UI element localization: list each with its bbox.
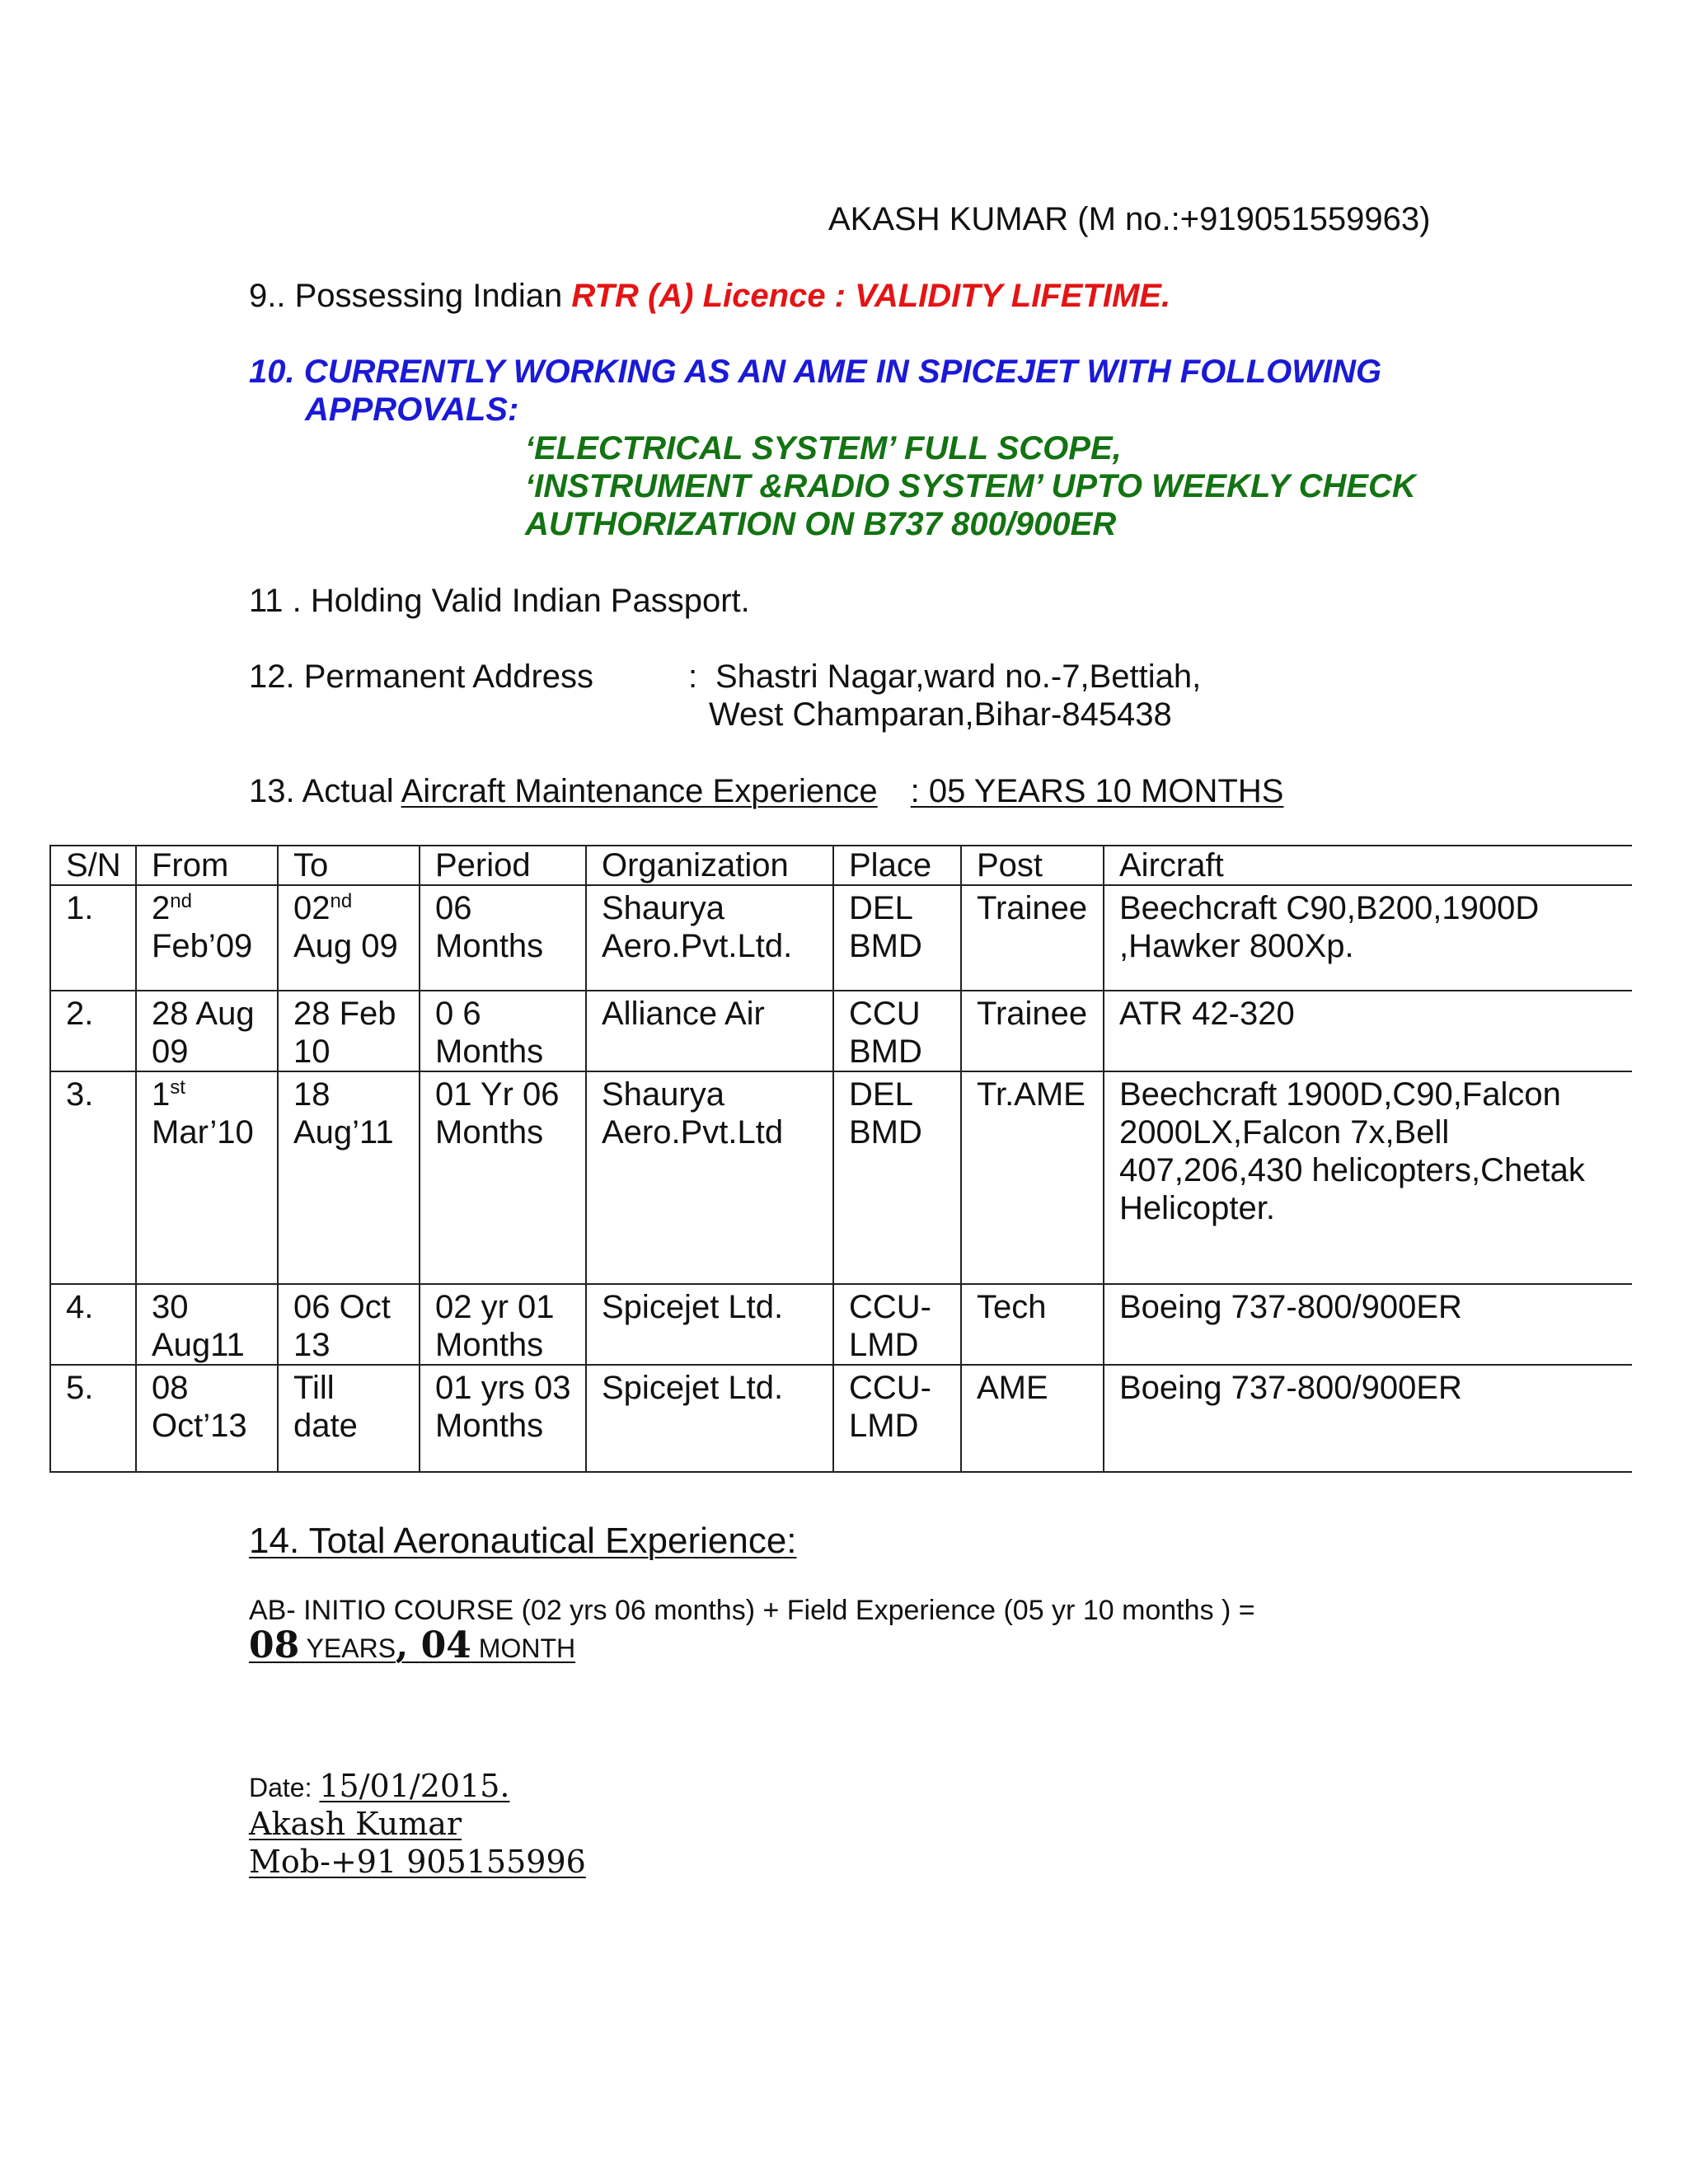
cell-sn-sn: 4.: [66, 1289, 94, 1325]
licence-highlight: RTR (A) Licence : VALIDITY LIFETIME.: [571, 278, 1171, 314]
col-header-sn: S/N: [50, 846, 136, 885]
date-label: Date:: [249, 1773, 320, 1802]
current-work-line2: APPROVALS:: [305, 391, 519, 428]
maintenance-experience-line: [249, 772, 1283, 810]
licence-prefix: 9.. Possessing Indian: [249, 278, 572, 314]
cell-sn: [50, 1071, 136, 1284]
cell-aircraft: [1104, 885, 1632, 991]
cell-to-to-a: 18: [293, 1076, 331, 1113]
cell-post-post: AME: [977, 1370, 1048, 1406]
cell-post: [961, 1284, 1104, 1365]
experience-table: [49, 845, 1632, 1473]
col-header-post: Post: [961, 846, 1104, 885]
cell-from-from-b: Oct’13: [152, 1408, 247, 1444]
col-header-to: To: [278, 846, 420, 885]
cell-post-post: Tr.AME: [977, 1076, 1085, 1113]
cell-organization-org-a: Spicejet Ltd.: [602, 1289, 784, 1325]
cell-to: [278, 1365, 420, 1472]
table-row: [50, 991, 1632, 1071]
cell-period-period-a: 02 yr 01: [435, 1289, 555, 1325]
cell-to: [278, 1284, 420, 1365]
cell-from: [136, 1071, 278, 1284]
cell-place: [833, 991, 961, 1071]
cell-organization-org-a: Shaurya: [602, 1076, 724, 1113]
total-experience-formula: AB- INITIO COURSE (02 yrs 06 months) + Field Experience (05 yr 10 months ) =: [249, 1595, 1255, 1626]
cell-to-to-b: 13: [293, 1327, 331, 1363]
cell-place-place-a: DEL: [849, 1076, 913, 1113]
cell-from-from-b: Aug11: [152, 1327, 245, 1363]
cell-aircraft-aircraft: Beechcraft 1900D,C90,Falcon 2000LX,Falcon 7x,Bell 407,206,430 helicopters,Chetak Helicopter.: [1119, 1076, 1585, 1226]
cell-to-to-b: 10: [293, 1033, 331, 1070]
cell-to-to-b: Aug’11: [293, 1114, 394, 1151]
total-years-word: YEARS: [299, 1633, 396, 1663]
cell-place: [833, 1284, 961, 1365]
cell-post: [961, 1071, 1104, 1284]
cell-place-place-b: LMD: [849, 1327, 919, 1363]
cell-period-period-b: Months: [435, 1114, 544, 1151]
cell-sn: [50, 991, 136, 1071]
date-value: 15/01/2015.: [319, 1768, 510, 1804]
cell-place-place-b: BMD: [849, 1033, 922, 1070]
maintenance-label: Aircraft Maintenance Experience: [401, 773, 878, 809]
cell-from: [136, 885, 278, 991]
total-comma: ,: [396, 1624, 421, 1666]
cell-from-from-a: 30: [152, 1289, 189, 1325]
table-row: [50, 1071, 1632, 1284]
signature-mobile: Mob-+91 905155996: [249, 1844, 586, 1880]
cell-period-period-a: 01 yrs 03: [435, 1370, 571, 1406]
address-line2: West Champaran,Bihar-845438: [709, 696, 1172, 733]
cell-period: [420, 1071, 586, 1284]
cell-from-from-a: 28 Aug: [152, 996, 255, 1032]
cell-from-from-sup: st: [170, 1076, 185, 1099]
cell-aircraft-aircraft: Beechcraft C90,B200,1900D ,Hawker 800Xp.: [1119, 890, 1540, 964]
cell-sn-sn: 1.: [66, 890, 94, 926]
cell-from: [136, 991, 278, 1071]
address-label: 12. Permanent Address: [249, 658, 594, 695]
col-header-organization: Organization: [586, 846, 833, 885]
cell-post: [961, 1365, 1104, 1472]
cell-period-period-b: Months: [435, 1033, 544, 1070]
cell-from-from-b: Feb’09: [152, 928, 253, 964]
total-years-number: 08: [249, 1624, 300, 1666]
cell-to: [278, 1071, 420, 1284]
signature-name: Akash Kumar: [249, 1806, 462, 1842]
maintenance-prefix: 13. Actual: [249, 773, 401, 809]
cell-from-from-a: 1: [152, 1076, 171, 1113]
cell-place: [833, 885, 961, 991]
cell-period-period-b: Months: [435, 928, 544, 964]
cell-period: [420, 991, 586, 1071]
cell-period: [420, 1365, 586, 1472]
table-row: [50, 1365, 1632, 1472]
cell-sn-sn: 3.: [66, 1076, 94, 1113]
cell-from-from-a: 08: [152, 1370, 189, 1406]
maintenance-value: : 05 YEARS 10 MONTHS: [910, 773, 1284, 809]
cell-place-place-a: CCU: [849, 996, 921, 1032]
cell-organization: [586, 991, 833, 1071]
approval-instrument: ‘INSTRUMENT &RADIO SYSTEM’ UPTO WEEKLY CHECK: [525, 468, 1416, 504]
cell-from-from-sup: nd: [170, 890, 192, 912]
col-header-period: Period: [420, 846, 586, 885]
total-months-number: 04: [420, 1624, 471, 1666]
cell-place-place-a: CCU-: [849, 1289, 931, 1325]
col-header-place: Place: [833, 846, 961, 885]
approval-electrical: ‘ELECTRICAL SYSTEM’ FULL SCOPE,: [525, 430, 1122, 466]
cell-from: [136, 1284, 278, 1365]
cell-aircraft-aircraft: Boeing 737-800/900ER: [1119, 1289, 1462, 1325]
cell-sn: [50, 1365, 136, 1472]
cell-to-to-b: date: [293, 1408, 358, 1444]
cell-period-period-b: Months: [435, 1327, 544, 1363]
cell-post-post: Trainee: [977, 996, 1088, 1032]
cell-place-place-b: LMD: [849, 1408, 919, 1444]
cell-organization-org-b: Aero.Pvt.Ltd.: [602, 928, 793, 964]
cell-place-place-a: CCU-: [849, 1370, 931, 1406]
total-experience-result: [249, 1625, 575, 1675]
cell-organization-org-a: Alliance Air: [602, 996, 765, 1032]
cell-period: [420, 1284, 586, 1365]
cell-sn: [50, 1284, 136, 1365]
current-work-line1: 10. CURRENTLY WORKING AS AN AME IN SPICEJET WITH FOLLOWING: [249, 354, 1382, 390]
cell-from-from-b: Mar’10: [152, 1114, 254, 1151]
cell-organization-org-a: Shaurya: [602, 890, 724, 926]
cell-post: [961, 885, 1104, 991]
cell-place: [833, 1365, 961, 1472]
total-experience-heading: 14. Total Aeronautical Experience:: [249, 1521, 797, 1561]
cell-aircraft: [1104, 1284, 1632, 1365]
cell-from-from-b: 09: [152, 1033, 189, 1070]
cell-to-to-a: 02: [293, 890, 331, 926]
cell-to-to-a: Till: [293, 1370, 335, 1406]
cell-organization-org-b: Aero.Pvt.Ltd: [602, 1114, 784, 1151]
cell-organization: [586, 1365, 833, 1472]
cell-aircraft: [1104, 991, 1632, 1071]
cell-period-period-b: Months: [435, 1408, 544, 1444]
cell-place-place-a: DEL: [849, 890, 913, 926]
cell-organization: [586, 885, 833, 991]
cell-post: [961, 991, 1104, 1071]
address-separator: :: [688, 658, 698, 695]
cell-post-post: Tech: [977, 1289, 1047, 1325]
cell-to-to-a: 06 Oct: [293, 1289, 391, 1325]
cell-period-period-a: 01 Yr 06: [435, 1076, 560, 1113]
table-header-row: [50, 846, 1632, 885]
licence-line: [249, 277, 1170, 315]
cell-to-to-sup: nd: [330, 890, 353, 912]
cell-to-to-a: 28 Feb: [293, 996, 396, 1032]
col-header-from: From: [136, 846, 278, 885]
cell-period-period-a: 06: [435, 890, 472, 926]
cell-sn-sn: 2.: [66, 996, 94, 1032]
cell-place-place-b: BMD: [849, 1114, 922, 1151]
cell-place: [833, 1071, 961, 1284]
address-line1: Shastri Nagar,ward no.-7,Bettiah,: [715, 658, 1202, 695]
table-row: [50, 1284, 1632, 1365]
cell-period-period-a: 0 6: [435, 996, 481, 1032]
cell-aircraft-aircraft: ATR 42-320: [1119, 996, 1295, 1032]
cell-sn-sn: 5.: [66, 1370, 94, 1406]
cell-to: [278, 991, 420, 1071]
total-months-word: MONTH: [471, 1633, 576, 1663]
col-header-aircraft: Aircraft: [1104, 846, 1632, 885]
cell-to-to-b: Aug 09: [293, 928, 398, 964]
cell-organization-org-a: Spicejet Ltd.: [602, 1370, 784, 1406]
cell-to: [278, 885, 420, 991]
table-row: [50, 885, 1632, 991]
cell-from: [136, 1365, 278, 1472]
approval-authorization: AUTHORIZATION ON B737 800/900ER: [525, 506, 1117, 542]
header-name-contact: AKASH KUMAR (M no.:+919051559963): [828, 201, 1431, 237]
cell-organization: [586, 1071, 833, 1284]
cell-sn: [50, 885, 136, 991]
cell-organization: [586, 1284, 833, 1365]
cell-post-post: Trainee: [977, 890, 1088, 926]
cell-from-from-a: 2: [152, 890, 171, 926]
cell-aircraft-aircraft: Boeing 737-800/900ER: [1119, 1370, 1462, 1406]
passport-line: 11 . Holding Valid Indian Passport.: [249, 583, 750, 619]
cell-aircraft: [1104, 1071, 1632, 1284]
cell-period: [420, 885, 586, 991]
cell-place-place-b: BMD: [849, 928, 922, 964]
cell-aircraft: [1104, 1365, 1632, 1472]
